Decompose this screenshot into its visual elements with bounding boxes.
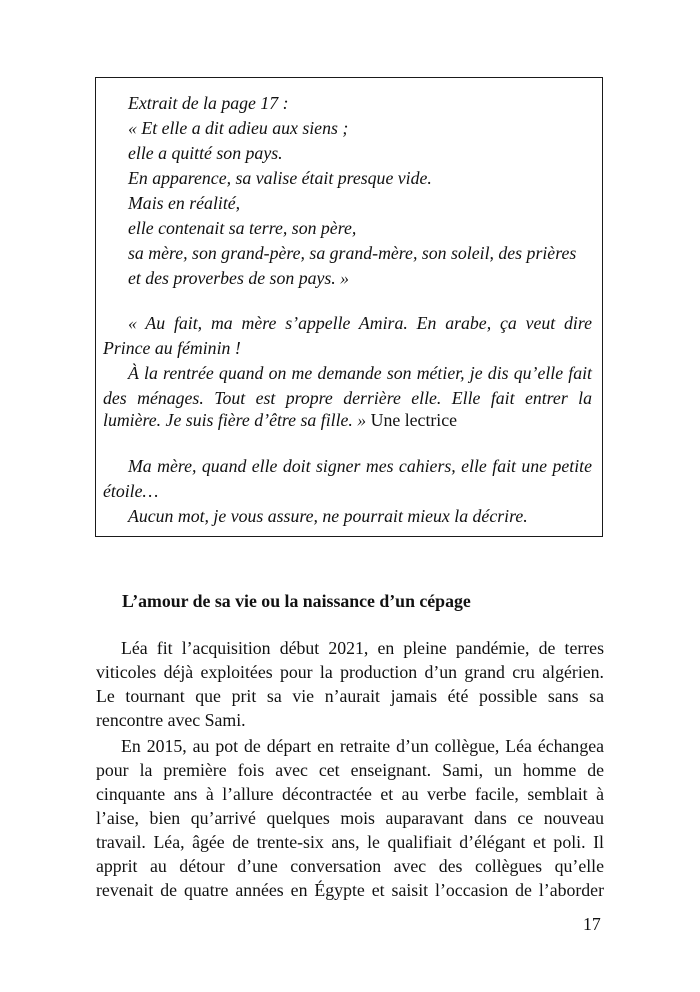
paragraph-line: Le tournant que prit sa vie n’aurait jamais été possible sans sa xyxy=(96,686,604,706)
quote-line: Prince au féminin ! xyxy=(103,338,241,358)
poem-line: En apparence, sa valise était presque vide. xyxy=(128,168,432,188)
paragraph-line: Léa fit l’acquisition début 2021, en pleine pandémie, de terres xyxy=(121,638,604,658)
extract-title: Extrait de la page 17 : xyxy=(128,93,289,113)
paragraph-line: l’aise, bien qu’arrivé quelques mois auparavant dans ce nouveau xyxy=(96,808,604,828)
paragraph-line: apprit au détour d’une conversation avec des collègues qu’elle xyxy=(96,856,604,876)
paragraph-line: revenait de quatre années en Égypte et saisit l’occasion de l’aborder xyxy=(96,880,604,900)
page-number: 17 xyxy=(583,914,601,934)
quote-attribution: Une lectrice xyxy=(370,410,458,430)
quote-line: des ménages. Tout est propre derrière elle. Elle fait entrer la xyxy=(103,388,592,408)
paragraph-line: travail. Léa, âgée de trente-six ans, le qualifiait d’élégant et poli. Il xyxy=(96,832,604,852)
poem-line: sa mère, son grand-père, sa grand-mère, son soleil, des prières xyxy=(128,243,577,263)
quote-line-with-attribution xyxy=(103,410,457,430)
paragraph-line: En 2015, au pot de départ en retraite d’un collègue, Léa échangea xyxy=(121,736,604,756)
quote-line: « Au fait, ma mère s’appelle Amira. En arabe, ça veut dire xyxy=(128,313,592,333)
paragraph-line: viticoles déjà exploitées pour la production d’un grand cru algérien. xyxy=(96,662,604,682)
quote-line: lumière. Je suis fière d’être sa fille. » xyxy=(103,410,367,430)
poem-line: Mais en réalité, xyxy=(128,193,241,213)
closing-line: Ma mère, quand elle doit signer mes cahiers, elle fait une petite xyxy=(128,456,592,476)
quote-line: À la rentrée quand on me demande son métier, je dis qu’elle fait xyxy=(128,363,592,383)
paragraph-line: cinquante ans à l’allure décontractée et au verbe facile, semblait à xyxy=(96,784,604,804)
paragraph-line: pour la première fois avec cet enseignant. Sami, un homme de xyxy=(96,760,604,780)
closing-line: Aucun mot, je vous assure, ne pourrait mieux la décrire. xyxy=(128,506,528,526)
poem-line: elle contenait sa terre, son père, xyxy=(128,218,357,238)
poem-line: « Et elle a dit adieu aux siens ; xyxy=(128,118,349,138)
poem-line: elle a quitté son pays. xyxy=(128,143,283,163)
section-heading: L’amour de sa vie ou la naissance d’un cépage xyxy=(122,591,471,611)
paragraph-line: rencontre avec Sami. xyxy=(96,710,246,730)
poem-line: et des proverbes de son pays. » xyxy=(128,268,350,288)
closing-line: étoile… xyxy=(103,481,159,501)
